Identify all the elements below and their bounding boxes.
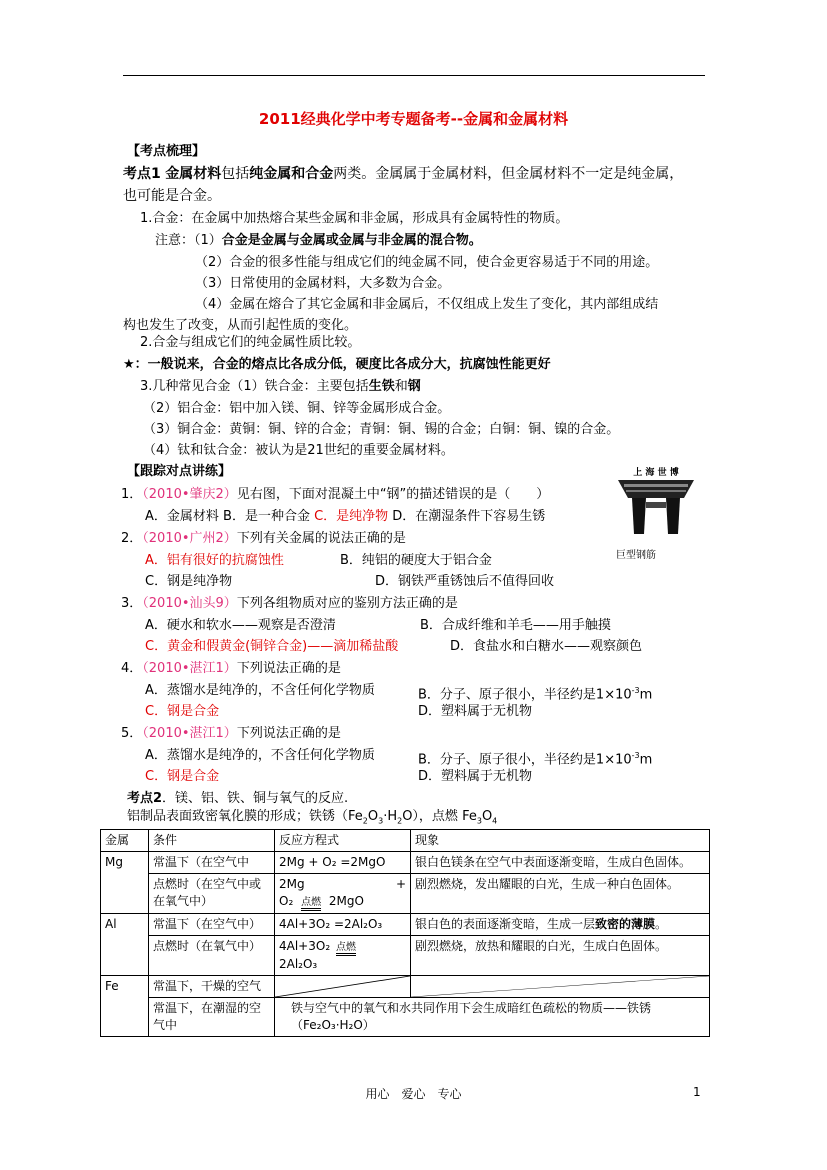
note-3: （3）日常使用的金属材料，大多数为合金。 <box>195 276 451 291</box>
kp2-line <box>127 790 348 808</box>
note-2: （2）合金的很多性能与组成它们的纯金属不同，使合金更容易适于不同的用途。 <box>195 255 659 270</box>
ph-a: 银白色的表面逐渐变暗，生成一层 <box>415 917 596 931</box>
q3-option-c: C．黄金和假黄金(铜锌合金)——滴加稀盐酸 <box>145 639 399 654</box>
eq-condition: 点燃 <box>301 898 321 911</box>
eq-b: O₂ <box>279 894 294 908</box>
empty-equation-cell <box>275 976 411 998</box>
q2-option-a: A．铝有很好的抗腐蚀性 <box>145 553 284 568</box>
header-rule <box>123 75 705 76</box>
metal-reaction-table <box>100 829 710 1037</box>
q1-option-c: C．是纯净物 <box>314 509 389 524</box>
page-footer: 用心 爱心 专心 <box>365 1087 462 1101</box>
table-row <box>101 852 710 874</box>
question-1 <box>121 486 549 504</box>
q4-option-d: D．塑料属于无机物 <box>418 704 533 719</box>
metal-cell: Mg <box>101 852 149 914</box>
ph-b: （Fe₂O₃·H₂O） <box>291 1018 375 1032</box>
q3-stem: 下列各组物质对应的鉴别方法正确的是 <box>236 596 458 611</box>
header-phenomenon: 现象 <box>411 830 710 852</box>
page-title: 2011经典化学中考专题备考--金属和金属材料 <box>258 110 569 128</box>
q4-option-b-exp: -3 <box>631 686 640 695</box>
q4-option-b-text: B．分子、原子很小，半径约是1×10 <box>418 687 632 703</box>
al-alloy: （2）铝合金：铝中加入镁、铜、锌等金属形成合金。 <box>143 401 451 416</box>
image-text: 上 海 世 博 <box>633 468 679 478</box>
q3-option-a: A．硬水和软水——观察是否澄清 <box>145 618 336 633</box>
image-caption: 巨型钢筋 <box>616 550 656 561</box>
section-heading-review: 【考点梳理】 <box>127 144 206 159</box>
common-b: 生铁 <box>368 379 395 394</box>
header-condition: 条件 <box>149 830 275 852</box>
kp2-sub-d: O），点燃 Fe <box>402 809 477 824</box>
q4-option-b <box>418 682 652 704</box>
phenomenon-cell: 银白色镁条在空气中表面逐渐变暗，生成白色固体。 <box>411 852 710 874</box>
q3-option-b: B．合成纤维和羊毛——用手触摸 <box>420 618 611 633</box>
q2-option-d: D．钢铁严重锈蚀后不值得回收 <box>375 574 555 589</box>
table-row <box>101 874 710 914</box>
q4-stem: 下列说法正确的是 <box>236 661 341 676</box>
q5-stem: 下列说法正确的是 <box>236 726 341 741</box>
phenomenon-cell: 剧烈燃烧，发出耀眼的白光，生成一种白色固体。 <box>411 874 710 914</box>
q3-source: （2010•汕头9） <box>142 596 237 611</box>
q1-stem: 见右图，下面对混凝土中“钢”的描述错误的是（ ） <box>236 487 550 502</box>
page-number: 1 <box>693 1085 701 1099</box>
q3-num: 3． <box>121 596 143 611</box>
q1-source: （2010•肇庆2） <box>142 487 237 502</box>
diagonal-slash <box>411 976 709 997</box>
common-c: 和 <box>394 379 408 394</box>
q1-options <box>145 508 545 526</box>
question-2 <box>121 530 406 548</box>
ph-c: 。 <box>655 917 668 931</box>
section-heading-practice: 【跟踪对点讲练】 <box>127 464 232 479</box>
kp1-line <box>123 165 683 183</box>
kp2-sub-c: ·H <box>383 809 398 824</box>
kp1-text-d: 两类。金属属于金属材料，但金属材料不一定是纯金属， <box>333 166 684 182</box>
q4-option-b-unit: m <box>639 687 653 703</box>
phenomenon-cell <box>411 914 710 936</box>
q4-option-a: A．蒸馏水是纯净的，不含任何化学物质 <box>145 683 375 698</box>
condition-cell: 常温下（在空气中 <box>149 852 275 874</box>
eq-plus: + <box>395 877 406 891</box>
ti-alloy: （4）钛和钛合金：被认为是21世纪的重要金属材料。 <box>143 443 454 458</box>
q4-option-c: C．钢是合金 <box>145 704 220 719</box>
condition-cell: 常温下，在潮湿的空气中 <box>149 998 275 1037</box>
kp2-sub-b: O <box>367 809 379 824</box>
kp1-term-2: 纯金属和合金 <box>249 166 334 182</box>
q5-option-d: D．塑料属于无机物 <box>418 769 533 784</box>
condition-cell: 常温下（在空气中） <box>149 914 275 936</box>
condition-cell: 常温下，干燥的空气 <box>149 976 275 998</box>
q1-options-ab: A．金属材料 B．是一种合金 <box>145 509 315 524</box>
kp1-text-b: 包括 <box>221 166 250 182</box>
kp1-term: 金属材料 <box>165 166 222 182</box>
kp1-line-2: 也可能是合金。 <box>123 188 221 204</box>
table-row <box>101 998 710 1037</box>
empty-phenomenon-cell <box>411 976 710 998</box>
q5-option-b-text: B．分子、原子很小，半径约是1×10 <box>418 752 632 768</box>
q3-option-d: D．食盐水和白糖水——观察颜色 <box>450 639 643 654</box>
eq-b: 2Al₂O₃ <box>279 957 318 971</box>
alloy-definition: 1.合金：在金属中加热熔合某些金属和非金属，形成具有金属特性的物质。 <box>140 211 569 226</box>
q5-option-c: C．钢是合金 <box>145 769 220 784</box>
q5-option-a: A．蒸馏水是纯净的，不含任何化学物质 <box>145 748 375 763</box>
kp2-text: ．镁、铝、铁、铜与氧气的反应. <box>162 791 349 806</box>
header-metal: 金属 <box>101 830 149 852</box>
ph-a: 铁与空气中的氧气和水共同作用下会生成暗红色疏松的物质——铁锈 <box>291 1001 652 1015</box>
ph-b: 致密的薄膜 <box>595 917 656 931</box>
kp1-label: 考点1 <box>123 166 161 182</box>
phenomenon-cell <box>275 998 710 1037</box>
question-3 <box>121 595 458 613</box>
eq-condition: 点燃 <box>336 943 356 956</box>
equation-cell <box>275 936 411 976</box>
eq-a: 4Al+3O₂ <box>279 939 331 953</box>
eq-a: 2Mg <box>279 877 305 891</box>
q2-option-c: C．钢是纯净物 <box>145 574 233 589</box>
note-4: （4）金属在熔合了其它金属和非金属后，不仅组成上发生了变化，其内部组成结 <box>195 297 659 312</box>
star-note: ★：一般说来，合金的熔点比各成分低，硬度比各成分大，抗腐蚀性能更好 <box>123 357 551 372</box>
q2-num: 2． <box>121 531 143 546</box>
q1-option-d: D．在潮湿条件下容易生锈 <box>388 509 546 524</box>
q5-option-b-exp: -3 <box>631 751 640 760</box>
equation-cell: 2Mg + O₂ =2MgO <box>275 852 411 874</box>
q5-num: 5． <box>121 726 143 741</box>
kp2-sub-a: 铝制品表面致密氧化膜的形成；铁锈（Fe <box>127 809 363 824</box>
table-row <box>101 914 710 936</box>
common-a: 3.几种常见合金（1）铁合金：主要包括 <box>140 379 369 394</box>
note-prefix: 注意：（1） <box>155 233 222 248</box>
q5-option-b-unit: m <box>639 752 653 768</box>
note-4-continued: 构也发生了改变，从而引起性质的变化。 <box>123 318 358 333</box>
q4-num: 4． <box>121 661 143 676</box>
metal-cell: Al <box>101 914 149 976</box>
common-d: 钢 <box>407 379 421 394</box>
q2-source: （2010•广州2） <box>142 531 237 546</box>
q4-source: （2010•湛江1） <box>142 661 237 676</box>
table-row <box>101 976 710 998</box>
note-1 <box>155 232 482 250</box>
metal-cell: Fe <box>101 976 149 1037</box>
q2-stem: 下列有关金属的说法正确的是 <box>236 531 406 546</box>
q5-option-b <box>418 747 652 769</box>
table-row <box>101 936 710 976</box>
kp2-label: 考点2 <box>127 791 163 806</box>
question-5 <box>121 725 341 743</box>
common-alloys <box>140 378 421 396</box>
eq-c: 2MgO <box>328 894 364 908</box>
china-pavilion-image <box>610 462 701 538</box>
diagonal-slash <box>275 976 410 997</box>
condition-cell: 点燃时（在空气中或在氧气中） <box>149 874 275 914</box>
equation-cell <box>275 874 411 914</box>
kp2-sub-e: O <box>481 809 493 824</box>
kp2-sub: 铝制品表面致密氧化膜的形成；铁锈$(Fe_2O_3\cdot H_2O)$，点燃 $Fe_3O_4$ <box>127 809 498 826</box>
q5-source: （2010•湛江1） <box>142 726 237 741</box>
question-4 <box>121 660 341 678</box>
condition-cell: 点燃时（在氧气中） <box>149 936 275 976</box>
phenomenon-cell: 剧烈燃烧，放热和耀眼的白光，生成白色固体。 <box>411 936 710 976</box>
note-1-text: 合金是金属与金属或金属与非金属的混合物。 <box>221 233 482 248</box>
cu-alloy: （3）铜合金：黄铜：铜、锌的合金；青铜：铜、锡的合金；白铜：铜、镍的合金。 <box>143 422 620 437</box>
table-header-row <box>101 830 710 852</box>
q2-option-b: B．纯铝的硬度大于铝合金 <box>340 553 492 568</box>
q1-num: 1． <box>121 487 143 502</box>
header-equation: 反应方程式 <box>275 830 411 852</box>
equation-cell: 4Al+3O₂ =2Al₂O₃ <box>275 914 411 936</box>
compare-line: 2.合金与组成它们的纯金属性质比较。 <box>140 335 361 350</box>
